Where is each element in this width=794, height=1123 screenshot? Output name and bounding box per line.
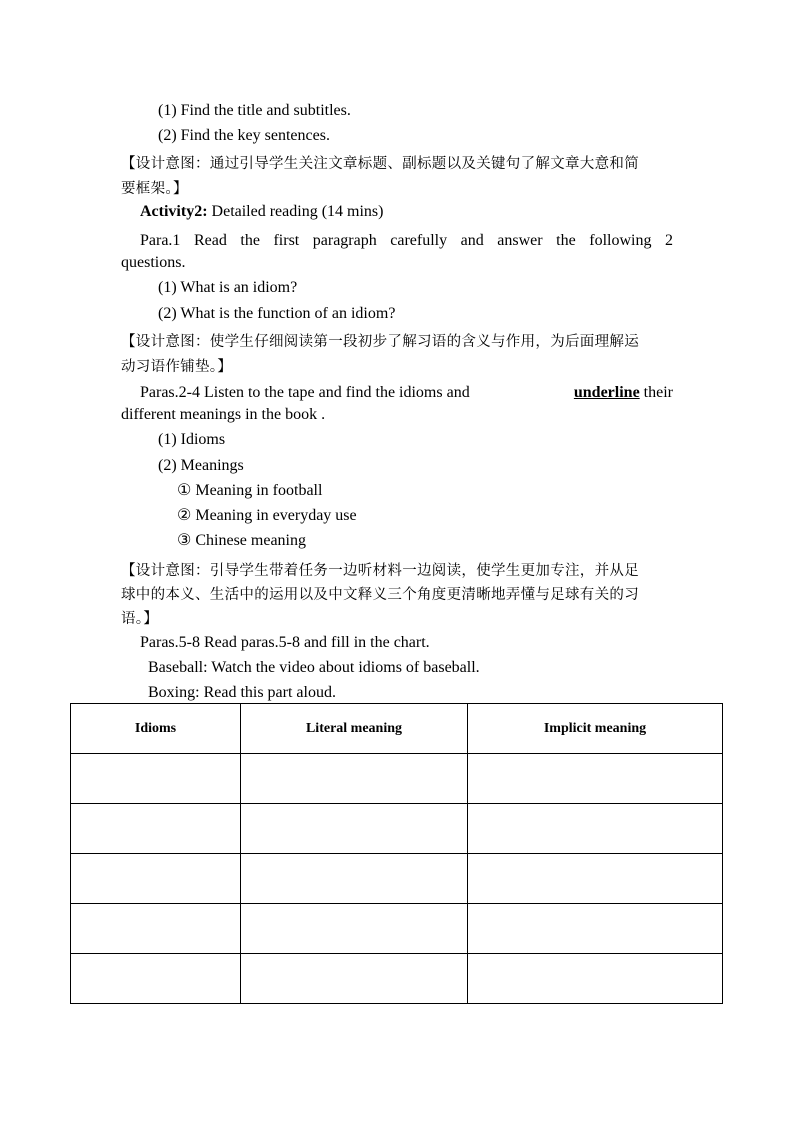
table-row <box>71 854 723 904</box>
item-meanings: (2) Meanings <box>158 457 244 474</box>
meaning-everyday: ② Meaning in everyday use <box>177 507 357 524</box>
table-cell <box>241 854 468 904</box>
question-2: (2) What is the function of an idiom? <box>158 305 396 322</box>
table-row <box>71 954 723 1004</box>
table-row <box>71 754 723 804</box>
boxing-task: Boxing: Read this part aloud. <box>148 684 336 701</box>
paras2-4-text-end: their <box>639 384 673 401</box>
baseball-task: Baseball: Watch the video about idioms of baseball. <box>148 659 480 676</box>
design-note-2-line-2: 动习语作铺垫。】 <box>121 359 233 375</box>
paras2-4-instruction-line-2: different meanings in the book . <box>121 406 326 423</box>
design-note-1-line-1: 【设计意图：通过引导学生关注文章标题、副标题以及关键句了解文章大意和简 <box>121 156 639 172</box>
design-note-2-line-1: 【设计意图：使学生仔细阅读第一段初步了解习语的含义与作用，为后面理解运 <box>121 334 639 350</box>
table-cell <box>241 904 468 954</box>
design-note-1-line-2: 要框架。】 <box>121 181 188 197</box>
table-cell <box>71 904 241 954</box>
para1-instruction-line-1: Para.1 Read the first paragraph carefully and answer the following 2 <box>140 232 673 249</box>
paras5-8-instruction: Paras.5-8 Read paras.5-8 and fill in the chart. <box>140 634 430 651</box>
table-cell <box>468 954 723 1004</box>
activity2-label: Activity2: <box>140 203 208 220</box>
para1-instruction-line-2: questions. <box>121 254 186 271</box>
paras2-4-text: Paras.2-4 Listen to the tape and find the idioms and <box>140 384 474 401</box>
table-cell <box>468 804 723 854</box>
table-row <box>71 904 723 954</box>
activity2-heading <box>140 202 383 222</box>
step-find-title: (1) Find the title and subtitles. <box>158 102 351 119</box>
paras2-4-instruction-line-1 <box>140 383 673 403</box>
question-1: (1) What is an idiom? <box>158 279 298 296</box>
design-note-3-line-2: 球中的本义、生活中的运用以及中文释义三个角度更清晰地弄懂与足球有关的习 <box>121 587 639 603</box>
table-header-row <box>71 704 723 754</box>
step-find-key-sentences: (2) Find the key sentences. <box>158 127 330 144</box>
design-note-3-line-3: 语。】 <box>121 611 159 627</box>
design-note-3-line-1: 【设计意图：引导学生带着任务一边听材料一边阅读，使学生更加专注，并从足 <box>121 563 639 579</box>
table-cell <box>468 854 723 904</box>
activity2-text: Detailed reading (14 mins) <box>207 203 384 220</box>
idioms-chart-table <box>70 703 723 1004</box>
table-cell <box>71 854 241 904</box>
table-cell <box>241 954 468 1004</box>
header-literal-meaning: Literal meaning <box>241 704 468 754</box>
header-implicit-meaning: Implicit meaning <box>468 704 723 754</box>
table-cell <box>71 954 241 1004</box>
table-cell <box>468 754 723 804</box>
table-cell <box>71 804 241 854</box>
meaning-football: ① Meaning in football <box>177 482 323 499</box>
table-row <box>71 804 723 854</box>
table-cell <box>241 754 468 804</box>
underline-keyword: underline <box>573 384 640 401</box>
item-idioms: (1) Idioms <box>158 431 226 448</box>
table-cell <box>71 754 241 804</box>
table-cell <box>241 804 468 854</box>
header-idioms: Idioms <box>71 704 241 754</box>
table-cell <box>468 904 723 954</box>
meaning-chinese: ③ Chinese meaning <box>177 532 306 549</box>
